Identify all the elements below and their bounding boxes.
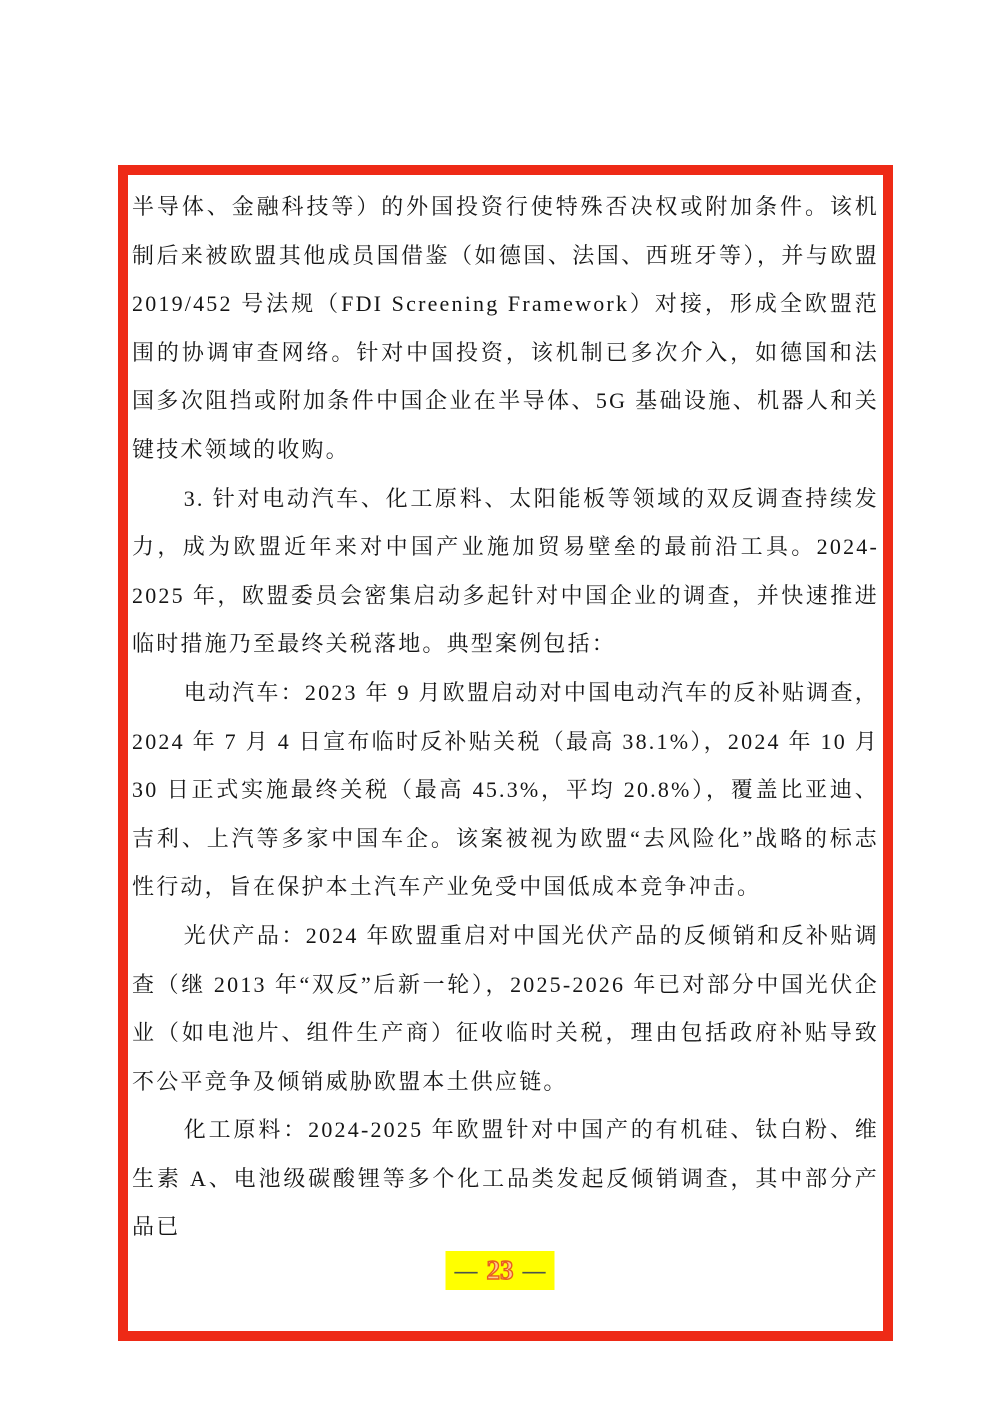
page-number-dash-right: — [522, 1258, 546, 1283]
page-content [128, 175, 883, 1252]
page-number-value: 23 [486, 1255, 514, 1285]
paragraph-chemical-materials: 化工原料：2024-2025 年欧盟针对中国产的有机硅、钛白粉、维生素 A、电池级碳酸锂等多个化工品类发起反倾销调查，其中部分产品已 [132, 1117, 879, 1240]
paragraph-solar-products: 光伏产品：2024 年欧盟重启对中国光伏产品的反倾销和反补贴调查（继 2013 年“双反”后新一轮），2025-2026 年已对部分中国光伏企业（如电池片、组件生产商）征收临时关税，理由包括政府补贴导致不公平竞争及倾销威胁欧盟本土供应链。 [132, 922, 879, 1094]
paragraph-section-3: 3. 针对电动汽车、化工原料、太阳能板等领域的双反调查持续发力，成为欧盟近年来对中国产业施加贸易壁垒的最前沿工具。2024-2025 年，欧盟委员会密集启动多起针对中国企业的调查，并快速推进临时措施乃至最终关税落地。典型案例包括： [132, 485, 879, 657]
page-number-badge [446, 1251, 555, 1290]
red-border-frame [118, 165, 893, 1341]
page-number-dash-left: — [454, 1258, 478, 1283]
paragraph-fdi-screening: 半导体、金融科技等）的外国投资行使特殊否决权或附加条件。该机制后来被欧盟其他成员国借鉴（如德国、法国、西班牙等），并与欧盟 2019/452 号法规（FDI Screening Framework）对接，形成全欧盟范围的协调审查网络。针对中国投资，该机制已多次介入，如德国和法国多次阻挡或附加条件中国企业在半导体、5G 基础设施、机器人和关键技术领域的收购。 [132, 194, 879, 462]
paragraph-electric-vehicles: 电动汽车：2023 年 9 月欧盟启动对中国电动汽车的反补贴调查，2024 年 7 月 4 日宣布临时反补贴关税（最高 38.1%），2024 年 10 月 30 日正式实施最终关税（最高 45.3%，平均 20.8%），覆盖比亚迪、吉利、上汽等多家中国车企。该案被视为欧盟“去风险化”战略的标志性行动，旨在保护本土汽车产业免受中国低成本竞争冲击。 [132, 679, 879, 900]
